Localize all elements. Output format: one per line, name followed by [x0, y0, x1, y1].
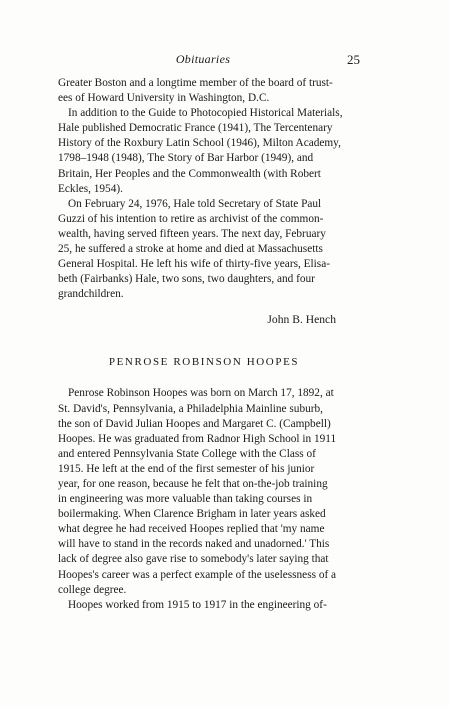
page-number: 25 [347, 52, 360, 67]
text-line: grandchildren. [58, 288, 124, 301]
text-line: beth (Fairbanks) Hale, two sons, two daughters, and four [58, 273, 315, 286]
text-line: Hoopes worked from 1915 to 1917 in the engineering of- [68, 598, 327, 611]
text-line: college degree. [58, 583, 127, 596]
paragraph-board-of-trustees [58, 76, 350, 106]
text-line: lack of degree also gave rise to somebody's later saying that [58, 553, 329, 566]
paragraph-retirement-and-death [58, 197, 350, 303]
running-head [58, 52, 360, 70]
text-line: wealth, having served fifteen years. The next day, February [58, 227, 326, 240]
text-line: and entered Pennsylvania State College with the Class of [58, 447, 316, 460]
text-line: St. David's, Pennsylvania, a Philadelphia Mainline suburb, [58, 402, 323, 415]
text-line: History of the Roxbury Latin School (1946), Milton Academy, [58, 137, 341, 150]
text-line: Hale published Democratic France (1941), The Tercentenary [58, 122, 333, 135]
paragraph-hoopes-engineering [58, 598, 350, 613]
paragraph-publications [58, 106, 350, 197]
text-line: On February 24, 1976, Hale told Secretary of State Paul [68, 197, 322, 210]
text-line: the son of David Julian Hoopes and Margaret C. (Campbell) [58, 417, 331, 430]
text-line: 1915. He left at the end of the first semester of his junior [58, 462, 315, 475]
text-line: 1798–1948 (1948), The Story of Bar Harbor (1949), and [58, 152, 314, 165]
section-heading: PENROSE ROBINSON HOOPES [108, 356, 300, 369]
text-line: year, for one reason, because he felt that on-the-job training [58, 477, 328, 490]
text-line: will have to stand in the records naked and unadorned.' This [58, 538, 330, 551]
paragraph-hoopes-early-life [58, 386, 350, 597]
text-line: Penrose Robinson Hoopes was born on March 17, 1892, at [68, 387, 334, 400]
text-line: what degree he had received Hoopes replied that 'my name [58, 523, 325, 536]
text-line: 25, he suffered a stroke at home and died at Massachusetts [58, 243, 323, 256]
text-line: Hoopes's career was a perfect example of the uselessness of a [58, 568, 337, 581]
text-line: in engineering was more valuable than taking courses in [58, 493, 313, 506]
text-line: Guzzi of his intention to retire as archivist of the common- [58, 212, 324, 225]
running-title: Obituaries [175, 52, 231, 66]
body-text [58, 76, 350, 613]
text-line: Greater Boston and a longtime member of the board of trust- [58, 77, 333, 89]
text-line: Britain, Her Peoples and the Commonwealth (with Robert [58, 167, 321, 180]
text-line: General Hospital. He left his wife of thirty-five years, Elisa- [58, 258, 330, 271]
text-line: boilermaking. When Clarence Brigham in later years asked [58, 508, 326, 521]
text-line: In addition to the Guide to Photocopied Historical Materials, [68, 107, 343, 120]
text-line: ees of Howard University in Washington, D.C. [58, 92, 270, 105]
text-line: Eckles, 1954). [58, 182, 123, 195]
text-line: Hoopes. He was graduated from Radnor High School in 1911 [58, 432, 337, 445]
author-signature: John B. Hench [267, 313, 336, 327]
